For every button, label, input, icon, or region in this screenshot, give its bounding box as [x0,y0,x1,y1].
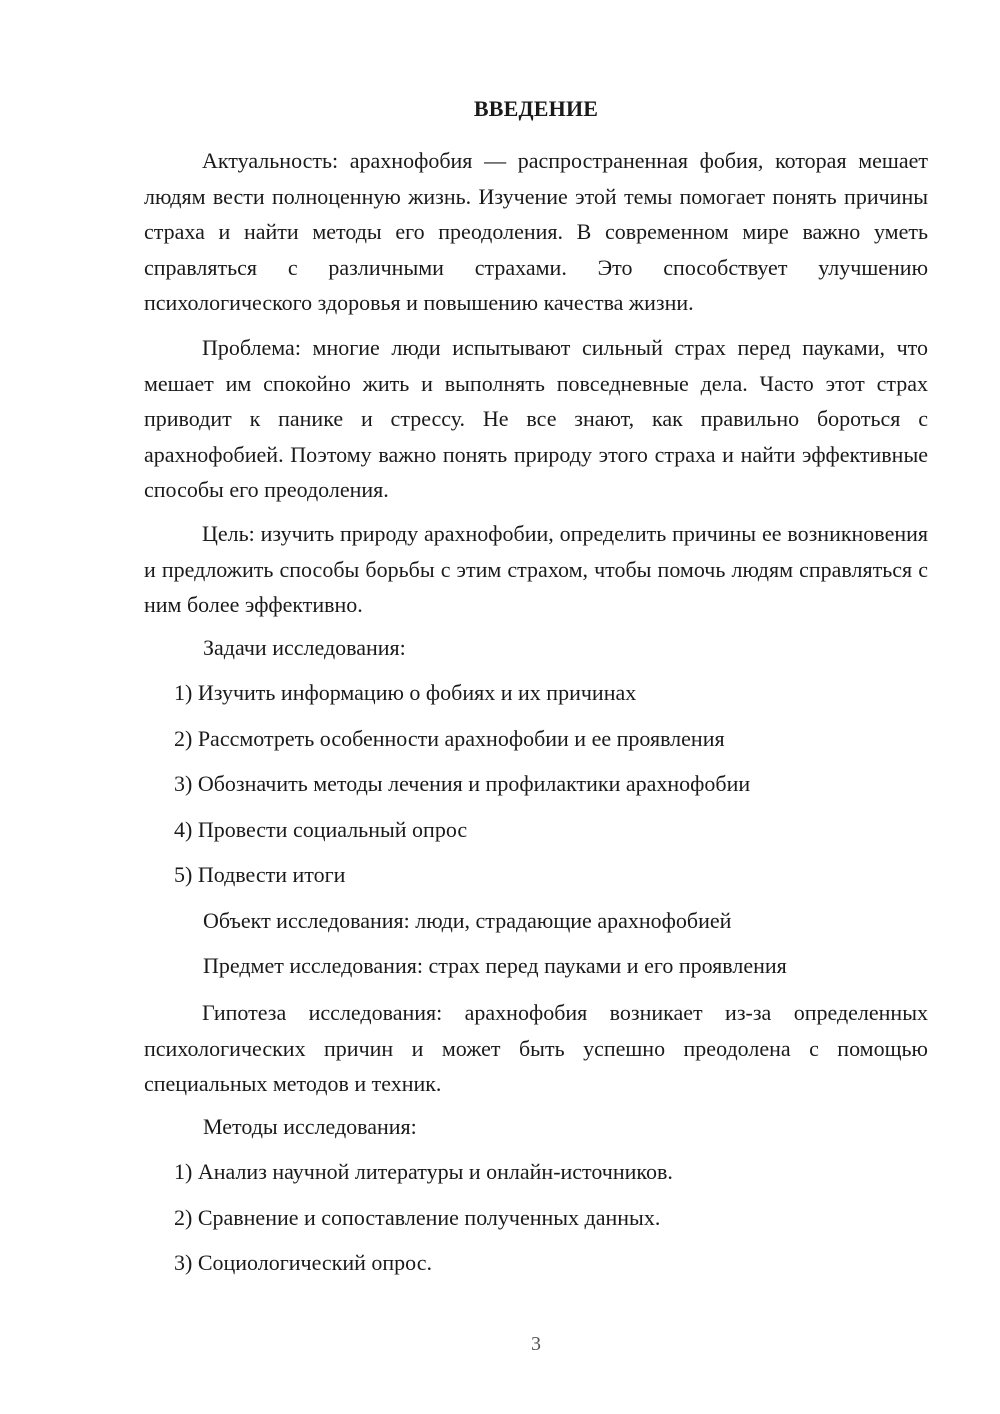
research-subject: Предмет исследования: страх перед пауками и его проявления [203,953,787,978]
research-object: Объект исследования: люди, страдающие арахнофобией [203,908,732,933]
goal-paragraph: Цель: изучить природу арахнофобии, определить причины ее возникновения и предложить способы борьбы с этим страхом, чтобы помочь людям справляться с ним более эффективно. [144,521,928,617]
task-item: 3) Обозначить методы лечения и профилактики арахнофобии [174,771,751,796]
method-item: 1) Анализ научной литературы и онлайн-источников. [174,1159,673,1184]
page-number: 3 [531,1333,541,1355]
relevance-paragraph: Актуальность: арахнофобия — распространенная фобия, которая мешает людям вести полноценную жизнь. Изучение этой темы помогает понять причины страха и найти методы его преодоления. В современном мире важно уметь справляться с различными страхами. Это способствует улучшению психологического здоровья и повышению качества жизни. [144,148,928,315]
task-item: 1) Изучить информацию о фобиях и их причинах [174,680,637,705]
page-title: ВВЕДЕНИЕ [473,96,599,121]
method-item: 2) Сравнение и сопоставление полученных данных. [174,1205,661,1230]
task-item: 2) Рассмотреть особенности арахнофобии и ее проявления [174,726,725,751]
method-item: 3) Социологический опрос. [174,1250,432,1275]
methods-heading: Методы исследования: [203,1114,417,1139]
task-item: 5) Подвести итоги [174,862,346,887]
task-item: 4) Провести социальный опрос [174,817,468,842]
problem-paragraph: Проблема: многие люди испытывают сильный страх перед пауками, что мешает им спокойно жить и выполнять повседневные дела. Часто этот страх приводит к панике и стрессу. Не все знают, как правильно бороться с арахнофобией. Поэтому важно понять природу этого страха и найти эффективные способы его преодоления. [144,335,928,502]
hypothesis-paragraph: Гипотеза исследования: арахнофобия возникает из-за определенных психологических причин и может быть успешно преодолена с помощью специальных методов и техник. [144,1000,928,1096]
tasks-heading: Задачи исследования: [203,635,406,660]
